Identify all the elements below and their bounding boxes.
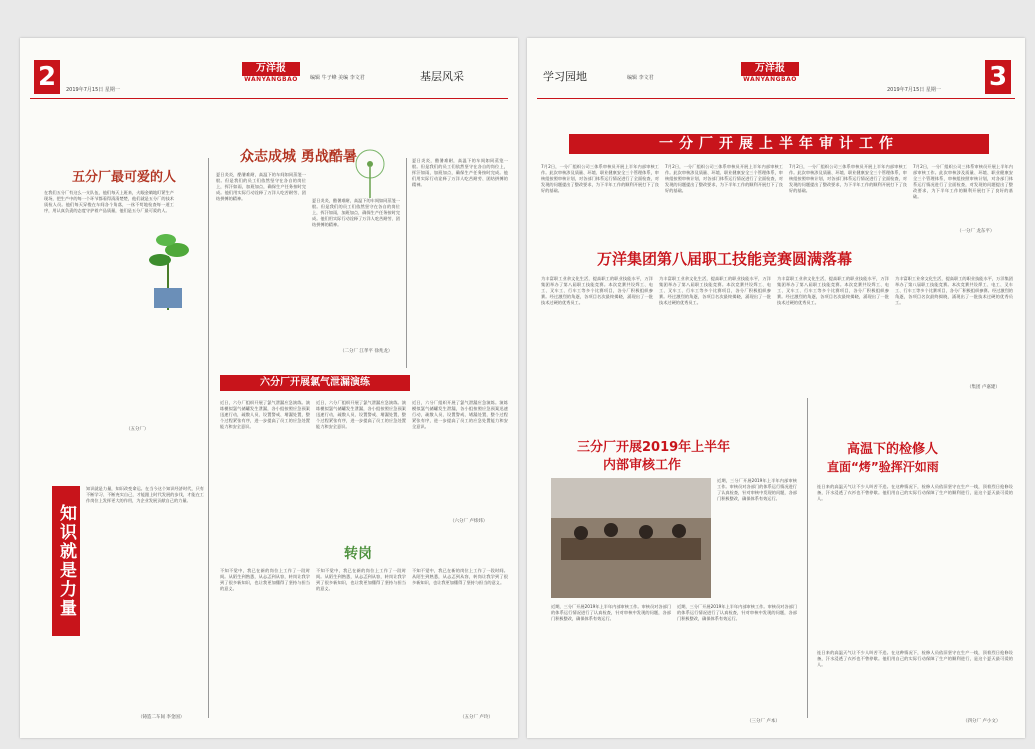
column-divider: [208, 158, 209, 718]
article-byline: （二分厂 江孝平 徐兆龙）: [340, 349, 393, 354]
column-divider: [807, 398, 808, 718]
issue-date: 2019年7月15日 星期一: [66, 87, 120, 93]
column-name: 基层风采: [420, 70, 464, 83]
article-body: 夏日炎炎，酷暑难耐，高温下的车间如同蒸笼一般。但是我们的员工们依然坚守在各自的岗位上，挥汗如雨，加班加点，确保生产任务按时完成。他们用实际行动诠释了万洋人吃苦耐劳、团结拼搏的精神。: [412, 158, 508, 187]
article-body: 7月2日，一分厂组织公司三体系审核员开展上半年内部审核工作。此次审核涉及质量、环境、职业健康安全三个管理体系，审核组按照审核计划，对各部门体系运行情况进行了全面检查，对发现的问题提出了整改要求，为下半年工作的顺利开展打下了良好的基础。: [665, 164, 783, 193]
article-body: 近期，三分厂开展2019年上半年内部审核工作。审核员对各部门的体系运行情况进行了认真检查，针对审核中发现的问题，各部门积极整改，确保体系有效运行。: [717, 478, 797, 501]
article-byline: （三分厂 卢本）: [747, 719, 780, 724]
article-body: 夏日炎炎，酷暑难耐，高温下的车间如同蒸笼一般。但是我们的员工们依然坚守在各自的岗位上，挥汗如雨，加班加点，确保生产任务按时完成。他们用实际行动诠释了万洋人吃苦耐劳、团结拼搏的精神。: [312, 198, 400, 227]
article-title-line-2: 内部审核工作: [603, 458, 682, 473]
article-body: 近日，六分厂组织开展了氯气泄漏应急演练。演练模拟氯气储罐发生泄漏，各小组按照应急预案迅速行动，疏散人员、设置警戒、堵漏处置，整个过程紧张有序，进一步提高了员工的应急处置能力和安全意识。: [412, 400, 508, 429]
article-body: 为丰富职工业余文化生活，提高职工的职业技能水平，万洋集团举办了第八届职工技能竞赛。本次竞赛共设焊工、电工、叉车工、行车工等多个比赛项目，各分厂积极组织参赛。经过激烈的角逐，各项目名次最终揭晓，涌现出了一批技术过硬的优秀员工。: [777, 276, 889, 305]
article-byline: （四分厂 卢小文）: [963, 719, 1001, 724]
dandelion-illustration: [342, 146, 398, 198]
page-number: 2: [34, 60, 60, 94]
issue-date: 2019年7月15日 星期一: [887, 87, 941, 93]
page-number: 3: [985, 60, 1011, 94]
column-name: 学习园地: [543, 70, 587, 83]
masthead-logo: [242, 62, 300, 83]
article-title: 一分厂开展上半年审计工作: [569, 134, 989, 154]
page-header: [527, 52, 1025, 98]
article-body: 不知不觉中，我已在新的岗位上工作了一段时间。从陌生到熟悉，从忐忑到从容，转岗让我学到了很多新知识，也让我更加懂得了坚持与担当的意义。: [220, 568, 310, 591]
article-title: 转岗: [344, 546, 372, 562]
article-byline: （六分厂 卢炜炜）: [450, 519, 488, 524]
article-body: 连日来的高温天气让不少人叫苦不迭。在这种情况下，检修人员依旧坚守在生产一线，顶着烈日抢修设备，汗水浸透了衣衫也不曾停歇。他们用自己的实际行动保障了生产的顺利进行，是这个夏天最可爱的人。: [817, 650, 1013, 667]
article-body: 近日，六分厂组织开展了氯气泄漏应急演练。演练模拟氯气储罐发生泄漏，各小组按照应急预案迅速行动，疏散人员、设置警戒、堵漏处置，整个过程紧张有序，进一步提高了员工的应急处置能力和安全意识。: [316, 400, 406, 429]
article-byline: （铸造二车间 李金国）: [138, 715, 185, 720]
article-body: 近期，三分厂开展2019年上半年内部审核工作。审核员对各部门的体系运行情况进行了认真检查，针对审核中发现的问题，各部门积极整改，确保体系有效运行。: [551, 604, 671, 621]
potted-plant-illustration: [146, 226, 190, 310]
article-title-line-1: 高温下的检修人: [847, 442, 939, 457]
article-title-line-1: 三分厂开展2019年上半年: [577, 440, 731, 455]
meeting-photo: [551, 478, 711, 598]
left-page: [20, 38, 518, 738]
column-divider: [406, 158, 407, 368]
article-body: 夏日炎炎，酷暑难耐，高温下的车间如同蒸笼一般。但是我们的员工们依然坚守在各自的岗位上，挥汗如雨，加班加点，确保生产任务按时完成。他们用实际行动诠释了万洋人吃苦耐劳、团结拼搏的精神。: [216, 172, 306, 201]
article-byline: （集团 卢嘉建）: [967, 385, 1000, 390]
article-title: 五分厂最可爱的人: [72, 170, 177, 185]
article-body: 不知不觉中，我已在新的岗位上工作了一段时间。从陌生到熟悉，从忐忑到从容，转岗让我学到了很多新知识，也让我更加懂得了坚持与担当的意义。: [316, 568, 406, 591]
masthead-title: 万洋报: [242, 62, 300, 76]
masthead-subtitle: WANYANGBAO: [244, 76, 298, 83]
editor-credit: 编辑 牛子峰 美编 李文君: [310, 75, 365, 81]
header-rule: [30, 98, 508, 99]
masthead-subtitle: WANYANGBAO: [743, 76, 797, 83]
article-title: 万洋集团第八届职工技能竞赛圆满落幕: [597, 250, 853, 268]
article-body: 近期，三分厂开展2019年上半年内部审核工作。审核员对各部门的体系运行情况进行了认真检查，针对审核中发现的问题，各部门积极整改，确保体系有效运行。: [677, 604, 797, 621]
article-body: 连日来的高温天气让不少人叫苦不迭。在这种情况下，检修人员依旧坚守在生产一线，顶着烈日抢修设备，汗水浸透了衣衫也不曾停歇。他们用自己的实际行动保障了生产的顺利进行，是这个夏天最可爱的人。: [817, 484, 1013, 501]
article-body: 为丰富职工业余文化生活，提高职工的职业技能水平，万洋集团举办了第八届职工技能竞赛。本次竞赛共设焊工、电工、叉车工、行车工等多个比赛项目，各分厂积极组织参赛。经过激烈的角逐，各项目名次最终揭晓，涌现出了一批技术过硬的优秀员工。: [541, 276, 653, 305]
article-body: 为丰富职工业余文化生活，提高职工的职业技能水平，万洋集团举办了第八届职工技能竞赛。本次竞赛共设焊工、电工、叉车工、行车工等多个比赛项目，各分厂积极组织参赛。经过激烈的角逐，各项目名次最终揭晓，涌现出了一批技术过硬的优秀员工。: [659, 276, 771, 305]
article-body: 近日，六分厂组织开展了氯气泄漏应急演练。演练模拟氯气储罐发生泄漏，各小组按照应急预案迅速行动，疏散人员、设置警戒、堵漏处置，整个过程紧张有序，进一步提高了员工的应急处置能力和安全意识。: [220, 400, 310, 429]
article-body: 不知不觉中，我已在新的岗位上工作了一段时间。从陌生到熟悉，从忐忑到从容，转岗让我学到了很多新知识，也让我更加懂得了坚持与担当的意义。: [412, 568, 508, 585]
article-byline: （五分厂 卢玲）: [460, 715, 493, 720]
article-body: 为丰富职工业余文化生活，提高职工的职业技能水平，万洋集团举办了第八届职工技能竞赛。本次竞赛共设焊工、电工、叉车工、行车工等多个比赛项目，各分厂积极组织参赛。经过激烈的角逐，各项目名次最终揭晓，涌现出了一批技术过硬的优秀员工。: [895, 276, 1013, 305]
article-body: 7月2日，一分厂组织公司三体系审核员开展上半年内部审核工作。此次审核涉及质量、环境、职业健康安全三个管理体系，审核组按照审核计划，对各部门体系运行情况进行了全面检查，对发现的问题提出了整改要求，为下半年工作的顺利开展打下了良好的基础。: [541, 164, 659, 193]
article-body: 知识就是力量，知识改变命运。在当今这个知识经济时代，只有不断学习、不断充实自己，才能跟上时代发展的步伐，才能在工作岗位上发挥更大的作用，为企业发展贡献自己的力量。: [86, 486, 204, 503]
article-body: 在我们五分厂有这么一支队伍，他们每天上班来，火眼金睛地盯紧生产现场，把生产中的每一个环节都看得清清楚楚，他们就是五分厂的技术质检人员。他们每天穿梭在车间各个角落，一丝不苟地检查每一道工序，用认真负责的态度守护着产品质量，他们是五分厂最可爱的人。: [44, 190, 174, 213]
article-body: 7月2日，一分厂组织公司三体系审核员开展上半年内部审核工作。此次审核涉及质量、环境、职业健康安全三个管理体系，审核组按照审核计划，对各部门体系运行情况进行了全面检查，对发现的问题提出了整改要求，为下半年工作的顺利开展打下了良好的基础。: [789, 164, 907, 193]
header-rule: [537, 98, 1015, 99]
article-title: 六分厂开展氯气泄漏演练: [220, 375, 410, 391]
page-header: [20, 52, 518, 98]
article-body: 7月2日，一分厂组织公司三体系审核员开展上半年内部审核工作。此次审核涉及质量、环境、职业健康安全三个管理体系，审核组按照审核计划，对各部门体系运行情况进行了全面检查，对发现的问题提出了整改要求，为下半年工作的顺利开展打下了良好的基础。: [913, 164, 1013, 199]
masthead-title: 万洋报: [741, 62, 799, 76]
knowledge-vertical-title: 知识就是力量: [52, 486, 80, 636]
article-title: 众志成城 勇战酷暑: [240, 149, 357, 165]
masthead-logo: [741, 62, 799, 83]
article-byline: （五分厂）: [126, 427, 149, 432]
right-page: [527, 38, 1025, 738]
editor-credit: 编辑 李文君: [627, 75, 654, 81]
article-byline: （一分厂 龙东平）: [957, 229, 995, 234]
article-title-line-2: 直面“烤”验挥汗如雨: [827, 460, 939, 474]
